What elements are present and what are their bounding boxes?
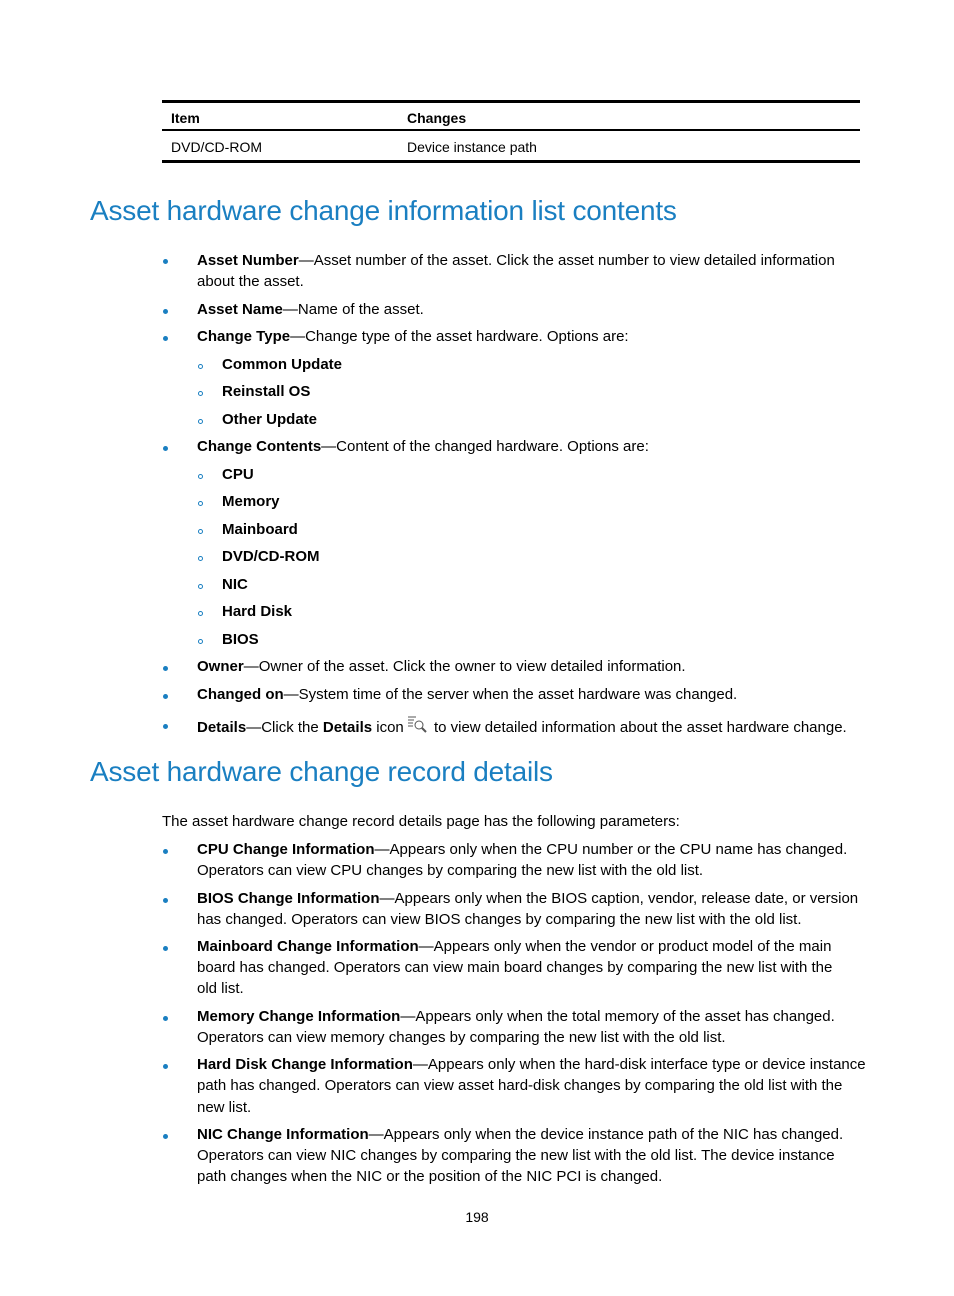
list-item-cont: Operators can view NIC changes by comparing the new list with the old list. The device instance — [197, 1147, 835, 1164]
table-cell-item: DVD/CD-ROM — [171, 139, 262, 155]
table-cell-changes: Device instance path — [407, 139, 537, 155]
sub-bullet — [198, 391, 203, 396]
list-item: BIOS Change Information—Appears only when the BIOS caption, vendor, release date, or version — [197, 890, 859, 907]
list-item-cont: Operators can view memory changes by comparing the new list with the old list. — [197, 1029, 726, 1046]
bullet — [163, 309, 168, 314]
list-item: Change Type—Change type of the asset hardware. Options are: — [197, 328, 629, 345]
sub-list-item: Hard Disk — [222, 603, 293, 620]
sub-bullet — [198, 419, 203, 424]
list-item-cont: path has changed. Operators can view asset hard-disk changes by comparing the old list with the — [197, 1077, 843, 1094]
sub-list-item: Reinstall OS — [222, 383, 311, 400]
table-header-rule — [162, 129, 860, 131]
sub-bullet — [198, 529, 203, 534]
list-item: Details—Click the Details icon to view detailed information about the asset hardware change. — [197, 714, 847, 738]
section2-intro: The asset hardware change record details page has the following parameters: — [162, 813, 680, 830]
bullet — [163, 898, 168, 903]
list-item: Asset Number—Asset number of the asset. Click the asset number to view detailed information — [197, 252, 835, 269]
list-item-cont: about the asset. — [197, 273, 304, 290]
sub-list-item: Common Update — [222, 356, 342, 373]
list-item: Asset Name—Name of the asset. — [197, 301, 424, 318]
section1-heading: Asset hardware change information list contents — [90, 195, 677, 226]
list-item-cont: has changed. Operators can view BIOS changes by comparing the new list with the old list. — [197, 911, 802, 928]
bullet — [163, 849, 168, 854]
bullet — [163, 694, 168, 699]
sub-list-item: Other Update — [222, 411, 318, 428]
sub-list-item: Mainboard — [222, 521, 298, 538]
sub-list-item: BIOS — [222, 631, 259, 648]
table-header-item: Item — [171, 110, 200, 126]
table-header-changes: Changes — [407, 110, 467, 126]
bullet — [163, 724, 168, 729]
sub-bullet — [198, 611, 203, 616]
bullet — [163, 1134, 168, 1139]
list-item-cont: new list. — [197, 1099, 252, 1116]
bullet — [163, 336, 168, 341]
sub-bullet — [198, 364, 203, 369]
list-item-cont: path changes when the NIC or the position of the NIC PCI is changed. — [197, 1168, 663, 1185]
list-item: NIC Change Information—Appears only when the device instance path of the NIC has changed. — [197, 1126, 844, 1143]
table-top-rule — [162, 100, 860, 103]
sub-list-item: CPU — [222, 466, 254, 483]
bullet — [163, 259, 168, 264]
list-item: Memory Change Information—Appears only when the total memory of the asset has changed. — [197, 1008, 835, 1025]
bullet — [163, 1064, 168, 1069]
page-number: 198 — [465, 1209, 489, 1225]
bullet — [163, 946, 168, 951]
sub-bullet — [198, 556, 203, 561]
list-item-cont: old list. — [197, 980, 244, 997]
sub-bullet — [198, 501, 203, 506]
list-item: Change Contents—Content of the changed hardware. Options are: — [197, 438, 649, 455]
sub-bullet — [198, 639, 203, 644]
list-item-cont: board has changed. Operators can view main board changes by comparing the new list with the — [197, 959, 833, 976]
sub-bullet — [198, 474, 203, 479]
table-bottom-rule — [162, 160, 860, 163]
sub-list-item: DVD/CD-ROM — [222, 548, 320, 565]
list-item: Changed on—System time of the server when the asset hardware was changed. — [197, 686, 738, 703]
sub-bullet — [198, 584, 203, 589]
bullet — [163, 666, 168, 671]
list-item: Mainboard Change Information—Appears only when the vendor or product model of the main — [197, 938, 832, 955]
details-magnifier-icon — [406, 714, 428, 732]
list-item: Owner—Owner of the asset. Click the owner to view detailed information. — [197, 658, 686, 675]
bullet — [163, 446, 168, 451]
bullet — [163, 1016, 168, 1021]
section2-heading: Asset hardware change record details — [90, 756, 553, 787]
list-item: Hard Disk Change Information—Appears only when the hard-disk interface type or device instance — [197, 1056, 866, 1073]
list-item-cont: Operators can view CPU changes by comparing the new list with the old list. — [197, 862, 704, 879]
list-item: CPU Change Information—Appears only when the CPU number or the CPU name has changed. — [197, 841, 848, 858]
sub-list-item: NIC — [222, 576, 248, 593]
sub-list-item: Memory — [222, 493, 280, 510]
